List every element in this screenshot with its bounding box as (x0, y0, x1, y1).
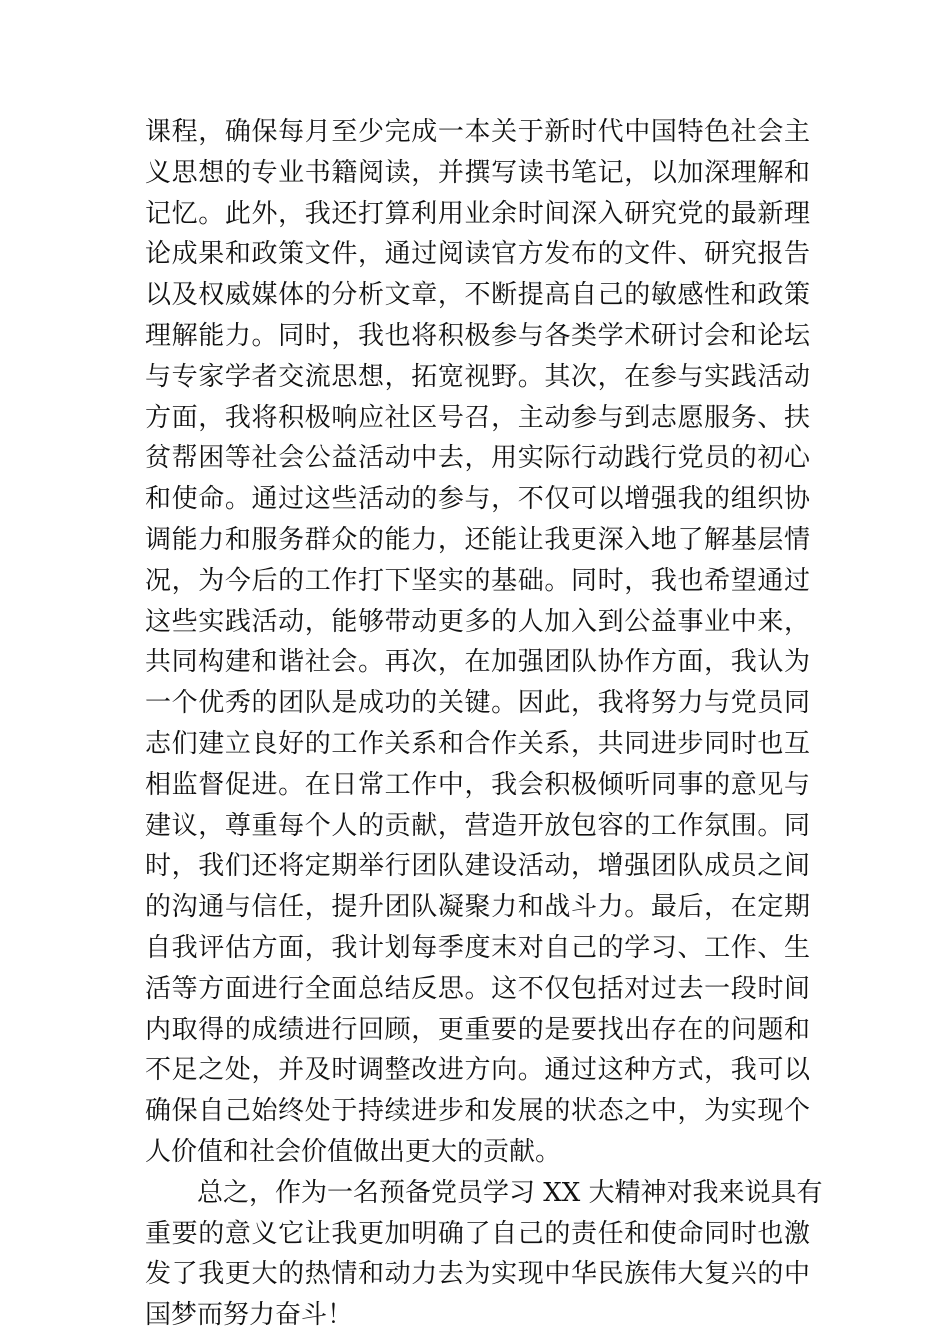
paragraph-line: 志们建立良好的工作关系和合作关系，共同进步同时也互 (145, 728, 810, 759)
paragraph-line: 发了我更大的热情和动力去为实现中华民族伟大复兴的中 (145, 1259, 810, 1290)
paragraph-line: 总之，作为一名预备党员学习 XX 大精神对我来说具有 (197, 1177, 823, 1208)
paragraph-line: 调能力和服务群众的能力，还能让我更深入地了解基层情 (145, 524, 810, 555)
paragraph-line: 人价值和社会价值做出更大的贡献。 (145, 1136, 562, 1167)
document-body (145, 112, 823, 1336)
paragraph-line: 确保自己始终处于持续进步和发展的状态之中，为实现个 (145, 1096, 810, 1127)
paragraph-1 (145, 112, 810, 1173)
paragraph-line: 义思想的专业书籍阅读，并撰写读书笔记，以加深理解和 (145, 157, 810, 188)
paragraph-line: 自我评估方面，我计划每季度末对自己的学习、工作、生 (145, 932, 810, 963)
paragraph-line: 课程，确保每月至少完成一本关于新时代中国特色社会主 (145, 117, 810, 147)
paragraph-line: 共同构建和谐社会。再次，在加强团队协作方面，我认为 (145, 647, 810, 678)
paragraph-line: 的沟通与信任，提升团队凝聚力和战斗力。最后，在定期 (145, 892, 810, 923)
paragraph-line: 相监督促进。在日常工作中，我会积极倾听同事的意见与 (145, 769, 810, 800)
paragraph-line: 这些实践活动，能够带动更多的人加入到公益事业中来， (145, 606, 810, 637)
paragraph-line: 重要的意义它让我更加明确了自己的责任和使命同时也激 (145, 1218, 810, 1249)
paragraph-line: 记忆。此外，我还打算利用业余时间深入研究党的最新理 (145, 198, 810, 229)
paragraph-line: 论成果和政策文件，通过阅读官方发布的文件、研究报告 (145, 239, 810, 270)
paragraph-line: 方面，我将积极响应社区号召，主动参与到志愿服务、扶 (145, 402, 810, 433)
paragraph-line: 国梦而努力奋斗！ (145, 1300, 354, 1331)
paragraph-line: 和使命。通过这些活动的参与，不仅可以增强我的组织协 (145, 484, 810, 515)
paragraph-line: 贫帮困等社会公益活动中去，用实际行动践行党员的初心 (145, 443, 810, 474)
paragraph-line: 内取得的成绩进行回顾，更重要的是要找出存在的问题和 (145, 1014, 810, 1045)
paragraph-line: 与专家学者交流思想，拓宽视野。其次，在参与实践活动 (145, 361, 810, 392)
paragraph-2 (145, 1173, 823, 1336)
paragraph-line: 时，我们还将定期举行团队建设活动，增强团队成员之间 (145, 851, 810, 882)
paragraph-line: 况，为今后的工作打下坚实的基础。同时，我也希望通过 (145, 565, 810, 596)
paragraph-line: 活等方面进行全面总结反思。这不仅包括对过去一段时间 (145, 973, 810, 1004)
paragraph-line: 理解能力。同时，我也将积极参与各类学术研讨会和论坛 (145, 320, 810, 351)
paragraph-line: 建议，尊重每个人的贡献，营造开放包容的工作氛围。同 (145, 810, 810, 841)
paragraph-line: 一个优秀的团队是成功的关键。因此，我将努力与党员同 (145, 688, 810, 719)
paragraph-line: 不足之处，并及时调整改进方向。通过这种方式，我可以 (145, 1055, 810, 1086)
paragraph-line: 以及权威媒体的分析文章，不断提高自己的敏感性和政策 (145, 280, 810, 311)
